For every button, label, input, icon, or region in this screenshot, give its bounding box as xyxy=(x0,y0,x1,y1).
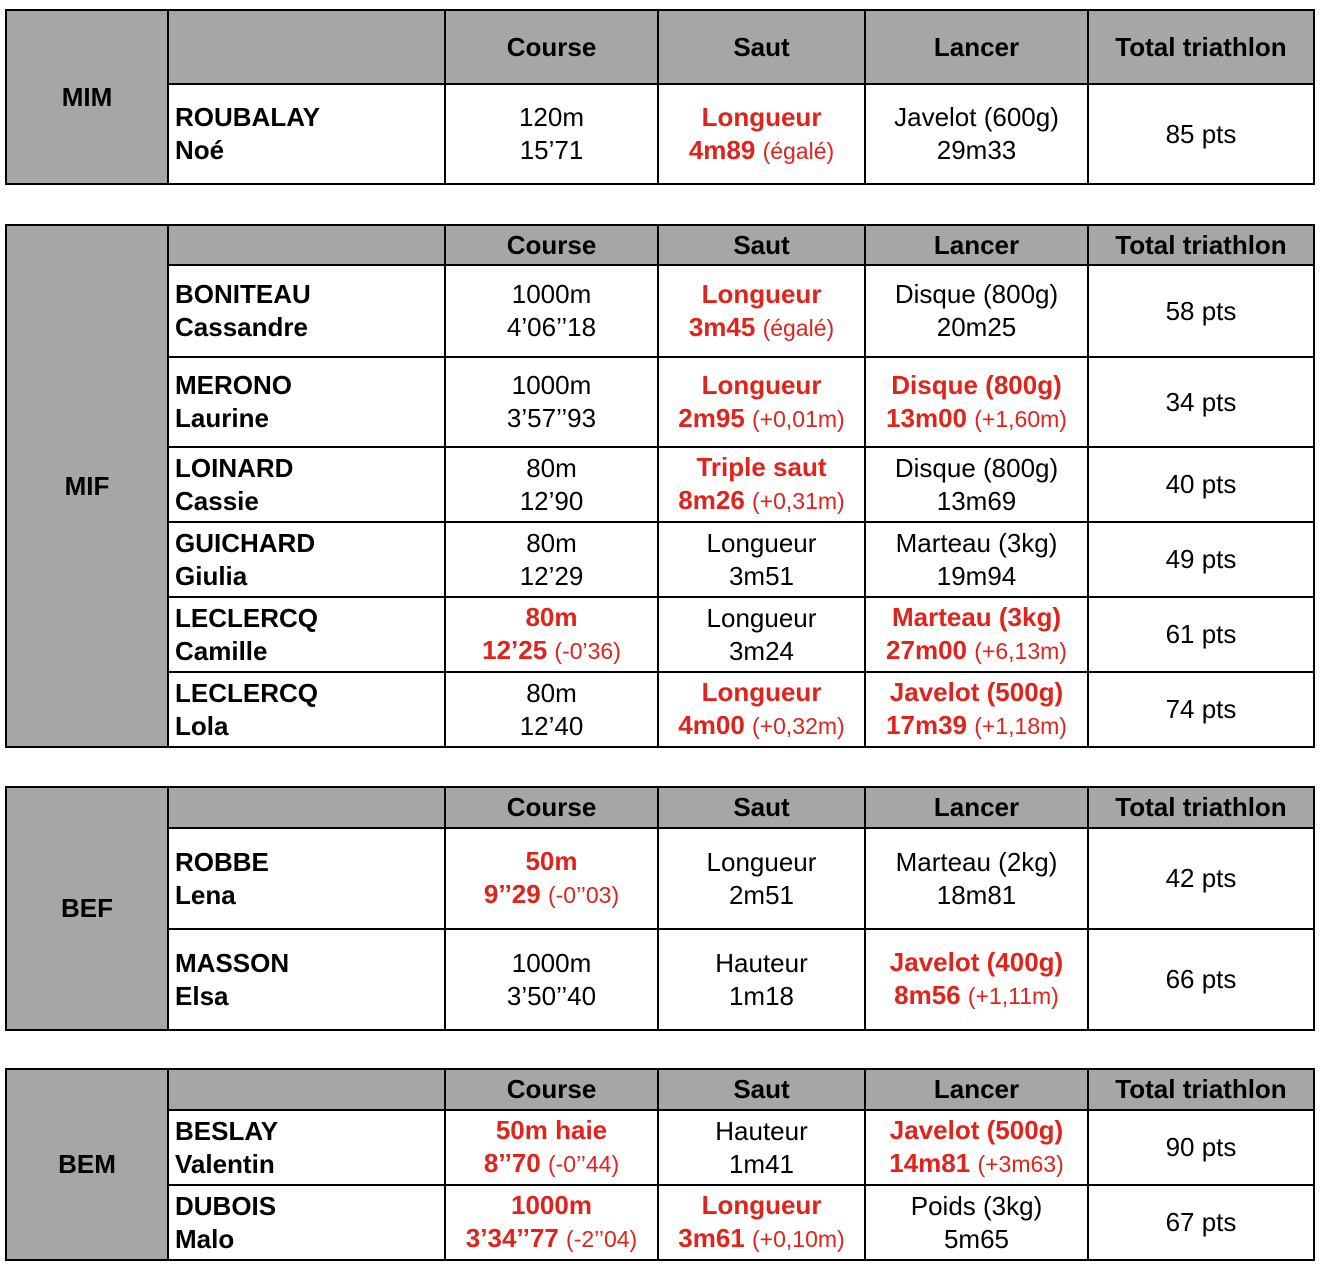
table-row xyxy=(6,447,1314,522)
lancer-cell: Javelot (500g) 17m39 (+1,18m) xyxy=(865,672,1088,747)
header-saut: Saut xyxy=(658,1069,865,1110)
table-row xyxy=(6,672,1314,747)
header-saut: Saut xyxy=(658,787,865,828)
athlete-name: LECLERCQ Camille xyxy=(168,597,445,672)
total-cell: 34 pts xyxy=(1088,357,1314,447)
header-total: Total triathlon xyxy=(1088,1069,1314,1110)
header-total: Total triathlon xyxy=(1088,10,1314,84)
total-cell: 40 pts xyxy=(1088,447,1314,522)
saut-cell: Longueur 3m61 (+0,10m) xyxy=(658,1185,865,1260)
saut-cell: Hauteur 1m41 xyxy=(658,1110,865,1185)
course-cell: 1000m 3’57’’93 xyxy=(445,357,658,447)
table-row xyxy=(6,522,1314,597)
header-blank xyxy=(168,787,445,828)
athlete-name: MASSON Elsa xyxy=(168,929,445,1030)
lancer-cell: Disque (800g) 20m25 xyxy=(865,265,1088,357)
table-row xyxy=(6,357,1314,447)
lancer-cell: Javelot (600g) 29m33 xyxy=(865,84,1088,184)
table-row xyxy=(6,265,1314,357)
table-row xyxy=(6,1185,1314,1260)
header-total: Total triathlon xyxy=(1088,225,1314,265)
lancer-cell: Poids (3kg) 5m65 xyxy=(865,1185,1088,1260)
table-row xyxy=(6,828,1314,929)
table-row xyxy=(6,597,1314,672)
category-label: BEF xyxy=(6,787,168,1030)
total-cell: 42 pts xyxy=(1088,828,1314,929)
header-blank xyxy=(168,10,445,84)
record-delta: (+0,01m) xyxy=(752,405,845,432)
saut-cell: Longueur 4m00 (+0,32m) xyxy=(658,672,865,747)
header-course: Course xyxy=(445,787,658,828)
course-cell: 1000m 3’34’’77 (-2’’04) xyxy=(445,1185,658,1260)
saut-cell: Longueur 4m89 (égalé) xyxy=(658,84,865,184)
record-delta: (+1,60m) xyxy=(974,405,1067,432)
lancer-cell: Disque (800g) 13m69 xyxy=(865,447,1088,522)
header-course: Course xyxy=(445,1069,658,1110)
lancer-cell: Marteau (2kg) 18m81 xyxy=(865,828,1088,929)
table-row xyxy=(6,929,1314,1030)
record-delta: (-2’’04) xyxy=(566,1226,638,1252)
saut-cell: Hauteur 1m18 xyxy=(658,929,865,1030)
header-course: Course xyxy=(445,225,658,265)
lancer-cell: Marteau (3kg) 19m94 xyxy=(865,522,1088,597)
header-total: Total triathlon xyxy=(1088,787,1314,828)
table-row xyxy=(6,1110,1314,1185)
total-cell: 58 pts xyxy=(1088,265,1314,357)
course-cell: 50m 9’’29 (-0’’03) xyxy=(445,828,658,929)
results-table-bef xyxy=(5,786,1315,1031)
athlete-name: BESLAY Valentin xyxy=(168,1110,445,1185)
athlete-name: GUICHARD Giulia xyxy=(168,522,445,597)
athlete-name: LECLERCQ Lola xyxy=(168,672,445,747)
course-cell: 80m 12’40 xyxy=(445,672,658,747)
saut-cell: Longueur 2m51 xyxy=(658,828,865,929)
saut-cell: Longueur 3m45 (égalé) xyxy=(658,265,865,357)
saut-cell: Longueur 3m24 xyxy=(658,597,865,672)
lancer-cell: Javelot (400g) 8m56 (+1,11m) xyxy=(865,929,1088,1030)
category-label: BEM xyxy=(6,1069,168,1260)
header-blank xyxy=(168,225,445,265)
total-cell: 90 pts xyxy=(1088,1110,1314,1185)
athlete-name: ROUBALAY Noé xyxy=(168,84,445,184)
category-label: MIF xyxy=(6,225,168,747)
course-cell: 1000m 4’06’’18 xyxy=(445,265,658,357)
total-cell: 85 pts xyxy=(1088,84,1314,184)
record-delta: (+6,13m) xyxy=(974,638,1067,664)
category-label: MIM xyxy=(6,10,168,184)
record-delta: (égalé) xyxy=(762,137,835,164)
saut-cell: Longueur 3m51 xyxy=(658,522,865,597)
total-cell: 67 pts xyxy=(1088,1185,1314,1260)
total-cell: 49 pts xyxy=(1088,522,1314,597)
record-delta: (-0’36) xyxy=(554,638,621,664)
athlete-name: MERONO Laurine xyxy=(168,357,445,447)
record-delta: (-0’’03) xyxy=(547,882,620,908)
record-delta: (égalé) xyxy=(762,314,835,341)
course-cell: 50m haie 8’’70 (-0’’44) xyxy=(445,1110,658,1185)
athlete-name: DUBOIS Malo xyxy=(168,1185,445,1260)
header-lancer: Lancer xyxy=(865,10,1088,84)
record-delta: (+1,18m) xyxy=(974,713,1067,739)
record-delta: (+0,32m) xyxy=(752,713,845,739)
record-delta: (+0,31m) xyxy=(752,488,845,514)
results-table-bem xyxy=(5,1068,1315,1261)
course-cell: 80m 12’25 (-0’36) xyxy=(445,597,658,672)
total-cell: 74 pts xyxy=(1088,672,1314,747)
table-row xyxy=(6,84,1314,184)
record-delta: (+0,10m) xyxy=(752,1226,845,1252)
record-delta: (+3m63) xyxy=(977,1151,1064,1177)
total-cell: 66 pts xyxy=(1088,929,1314,1030)
saut-cell: Triple saut 8m26 (+0,31m) xyxy=(658,447,865,522)
course-cell: 80m 12’90 xyxy=(445,447,658,522)
athlete-name: ROBBE Lena xyxy=(168,828,445,929)
results-table-mif xyxy=(5,224,1315,748)
header-lancer: Lancer xyxy=(865,1069,1088,1110)
saut-cell: Longueur 2m95 (+0,01m) xyxy=(658,357,865,447)
course-cell: 1000m 3’50’’40 xyxy=(445,929,658,1030)
header-saut: Saut xyxy=(658,10,865,84)
course-cell: 80m 12’29 xyxy=(445,522,658,597)
header-saut: Saut xyxy=(658,225,865,265)
header-lancer: Lancer xyxy=(865,787,1088,828)
lancer-cell: Disque (800g) 13m00 (+1,60m) xyxy=(865,357,1088,447)
header-lancer: Lancer xyxy=(865,225,1088,265)
lancer-cell: Javelot (500g) 14m81 (+3m63) xyxy=(865,1110,1088,1185)
header-blank xyxy=(168,1069,445,1110)
course-cell: 120m 15’71 xyxy=(445,84,658,184)
record-delta: (+1,11m) xyxy=(967,983,1059,1009)
header-course: Course xyxy=(445,10,658,84)
total-cell: 61 pts xyxy=(1088,597,1314,672)
record-delta: (-0’’44) xyxy=(547,1151,620,1177)
results-table-mim xyxy=(5,9,1315,185)
lancer-cell: Marteau (3kg) 27m00 (+6,13m) xyxy=(865,597,1088,672)
athlete-name: LOINARD Cassie xyxy=(168,447,445,522)
athlete-name: BONITEAU Cassandre xyxy=(168,265,445,357)
